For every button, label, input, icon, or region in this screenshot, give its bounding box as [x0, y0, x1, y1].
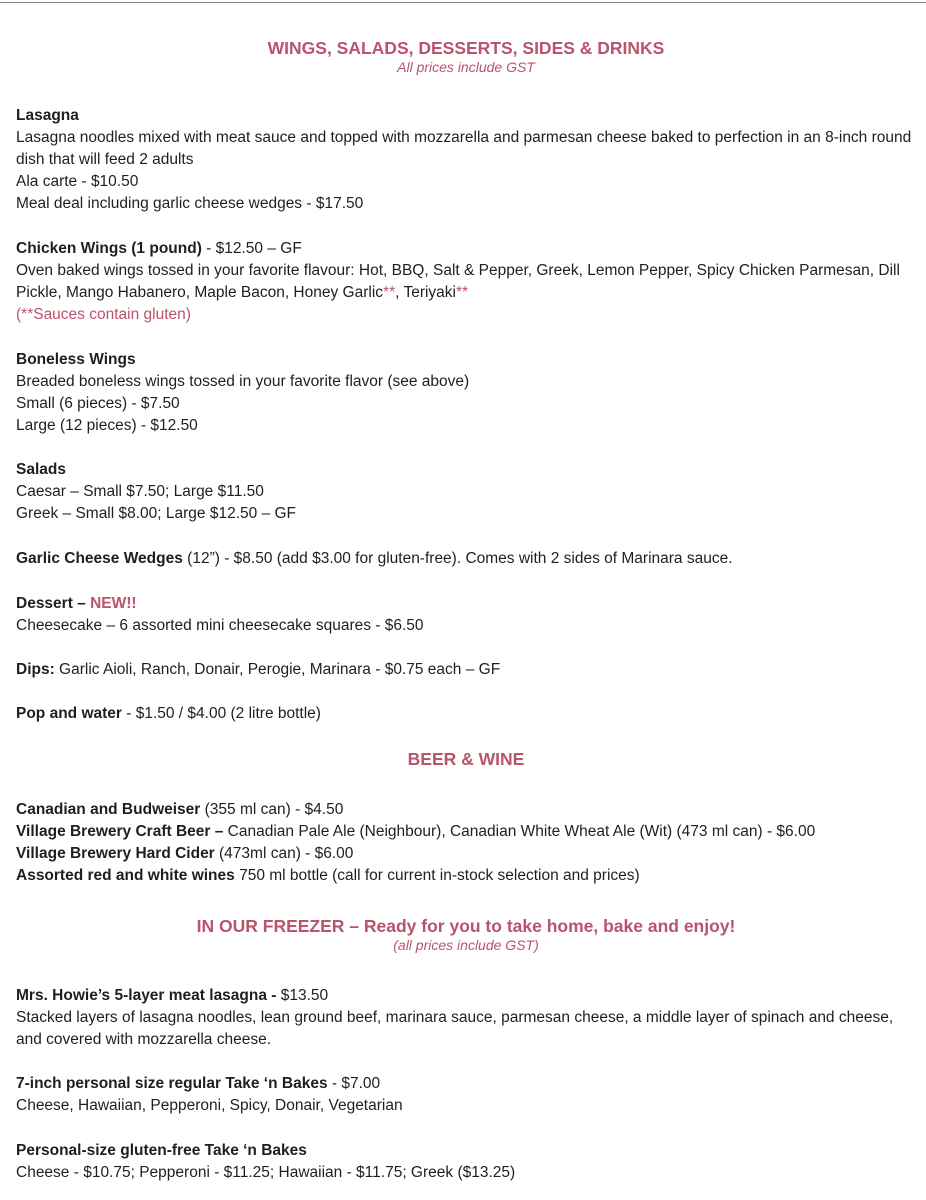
- section-title: WINGS, SALADS, DESSERTS, SIDES & DRINKS: [267, 38, 665, 58]
- menu-item-pop-water: [16, 703, 916, 725]
- item-name: Chicken Wings (1 pound): [16, 240, 202, 257]
- item-name: Village Brewery Hard Cider: [16, 845, 215, 862]
- item-name: Boneless Wings: [16, 351, 136, 368]
- beer-item: [16, 843, 916, 865]
- item-price-ala-carte: Ala carte - $10.50: [16, 173, 139, 190]
- item-detail: - $1.50 / $4.00 (2 litre bottle): [121, 705, 321, 722]
- new-badge: NEW!!: [90, 595, 137, 612]
- menu-item-boneless-wings: [16, 349, 916, 437]
- menu-item-take-n-bake: [16, 1073, 916, 1117]
- section-note: (all prices include GST): [393, 937, 539, 953]
- dessert-cheesecake: Cheesecake – 6 assorted mini cheesecake squares - $6.50: [16, 617, 424, 634]
- item-detail: (12”) - $8.50 (add $3.00 for gluten-free). Comes with 2 sides of Marinara sauce.: [182, 550, 733, 567]
- section-title: IN OUR FREEZER – Ready for you to take home, bake and enjoy!: [196, 916, 736, 936]
- item-name: Canadian and Budweiser: [16, 801, 201, 818]
- section-header-wings-salads: [16, 38, 916, 75]
- gluten-marker: **: [383, 284, 396, 301]
- gluten-marker: **: [455, 284, 469, 301]
- sauce-note: (**Sauces contain gluten): [16, 306, 191, 323]
- section-header-freezer: [16, 916, 916, 953]
- item-prices: Cheese - $10.75; Pepperoni - $11.25; Hawaiian - $11.75; Greek ($13.25): [16, 1164, 516, 1181]
- item-name: Salads: [16, 461, 66, 478]
- item-detail: Canadian Pale Ale (Neighbour), Canadian White Wheat Ale (Wit) (473 ml can) - $6.00: [223, 823, 816, 840]
- item-name: Assorted red and white wines: [16, 867, 235, 884]
- menu-item-dips: [16, 659, 916, 681]
- item-description: Lasagna noodles mixed with meat sauce and topped with mozzarella and parmesan cheese baked to perfection in an 8-inch round dish that will feed 2 adults: [16, 129, 912, 168]
- item-name: Mrs. Howie’s 5-layer meat lasagna -: [16, 987, 277, 1004]
- menu-item-lasagna: [16, 105, 916, 215]
- item-detail: Garlic Aioli, Ranch, Donair, Perogie, Marinara - $0.75 each – GF: [54, 661, 501, 678]
- item-description: Breaded boneless wings tossed in your favorite flavor (see above): [16, 373, 470, 390]
- item-description: Stacked layers of lasagna noodles, lean ground beef, marinara sauce, parmesan cheese, a middle layer of spinach and cheese, and covered with mozzarella cheese.: [16, 1009, 894, 1048]
- item-price: - $7.00: [327, 1075, 381, 1092]
- section-title: BEER & WINE: [407, 749, 525, 769]
- salad-caesar: Caesar – Small $7.50; Large $11.50: [16, 483, 264, 500]
- section-header-beer-wine: [16, 749, 916, 770]
- item-price: - $12.50 – GF: [201, 240, 302, 257]
- item-name: Lasagna: [16, 107, 79, 124]
- menu-item-howie-lasagna: [16, 985, 916, 1051]
- item-name: 7-inch personal size regular Take ‘n Bakes: [16, 1075, 328, 1092]
- item-name: Dessert –: [16, 595, 91, 612]
- item-description-teriyaki: , Teriyaki: [395, 284, 456, 301]
- item-price-meal-deal: Meal deal including garlic cheese wedges - $17.50: [16, 195, 364, 212]
- item-price: $13.50: [276, 987, 329, 1004]
- salad-greek: Greek – Small $8.00; Large $12.50 – GF: [16, 505, 297, 522]
- beer-wine-list: [16, 799, 916, 887]
- item-detail: 750 ml bottle (call for current in-stock selection and prices): [234, 867, 640, 884]
- top-rule: [0, 2, 926, 3]
- item-name: Village Brewery Craft Beer –: [16, 823, 224, 840]
- item-name: Pop and water: [16, 705, 122, 722]
- menu-item-dessert: [16, 593, 916, 637]
- menu-item-garlic-cheese-wedges: [16, 548, 916, 570]
- item-description: Oven baked wings tossed in your favorite flavour: Hot, BBQ, Salt & Pepper, Greek, Lemon Pepper, Spicy Chicken Parmesan, Dill Pickle, Mango Habanero, Maple Bacon, Honey Garlic: [16, 262, 900, 301]
- beer-item: [16, 821, 916, 843]
- section-note: All prices include GST: [397, 59, 535, 75]
- item-flavors: Cheese, Hawaiian, Pepperoni, Spicy, Donair, Vegetarian: [16, 1097, 403, 1114]
- item-detail: (473ml can) - $6.00: [214, 845, 354, 862]
- item-price-small: Small (6 pieces) - $7.50: [16, 395, 180, 412]
- menu-item-gf-take-n-bake: [16, 1140, 916, 1184]
- menu-item-salads: [16, 459, 916, 525]
- menu-item-chicken-wings: [16, 238, 916, 326]
- wine-item: [16, 865, 916, 887]
- item-name: Garlic Cheese Wedges: [16, 550, 183, 567]
- item-detail: (355 ml can) - $4.50: [200, 801, 344, 818]
- item-name: Dips:: [16, 661, 55, 678]
- item-price-large: Large (12 pieces) - $12.50: [16, 417, 198, 434]
- item-name: Personal-size gluten-free Take ‘n Bakes: [16, 1142, 307, 1159]
- beer-item: [16, 799, 916, 821]
